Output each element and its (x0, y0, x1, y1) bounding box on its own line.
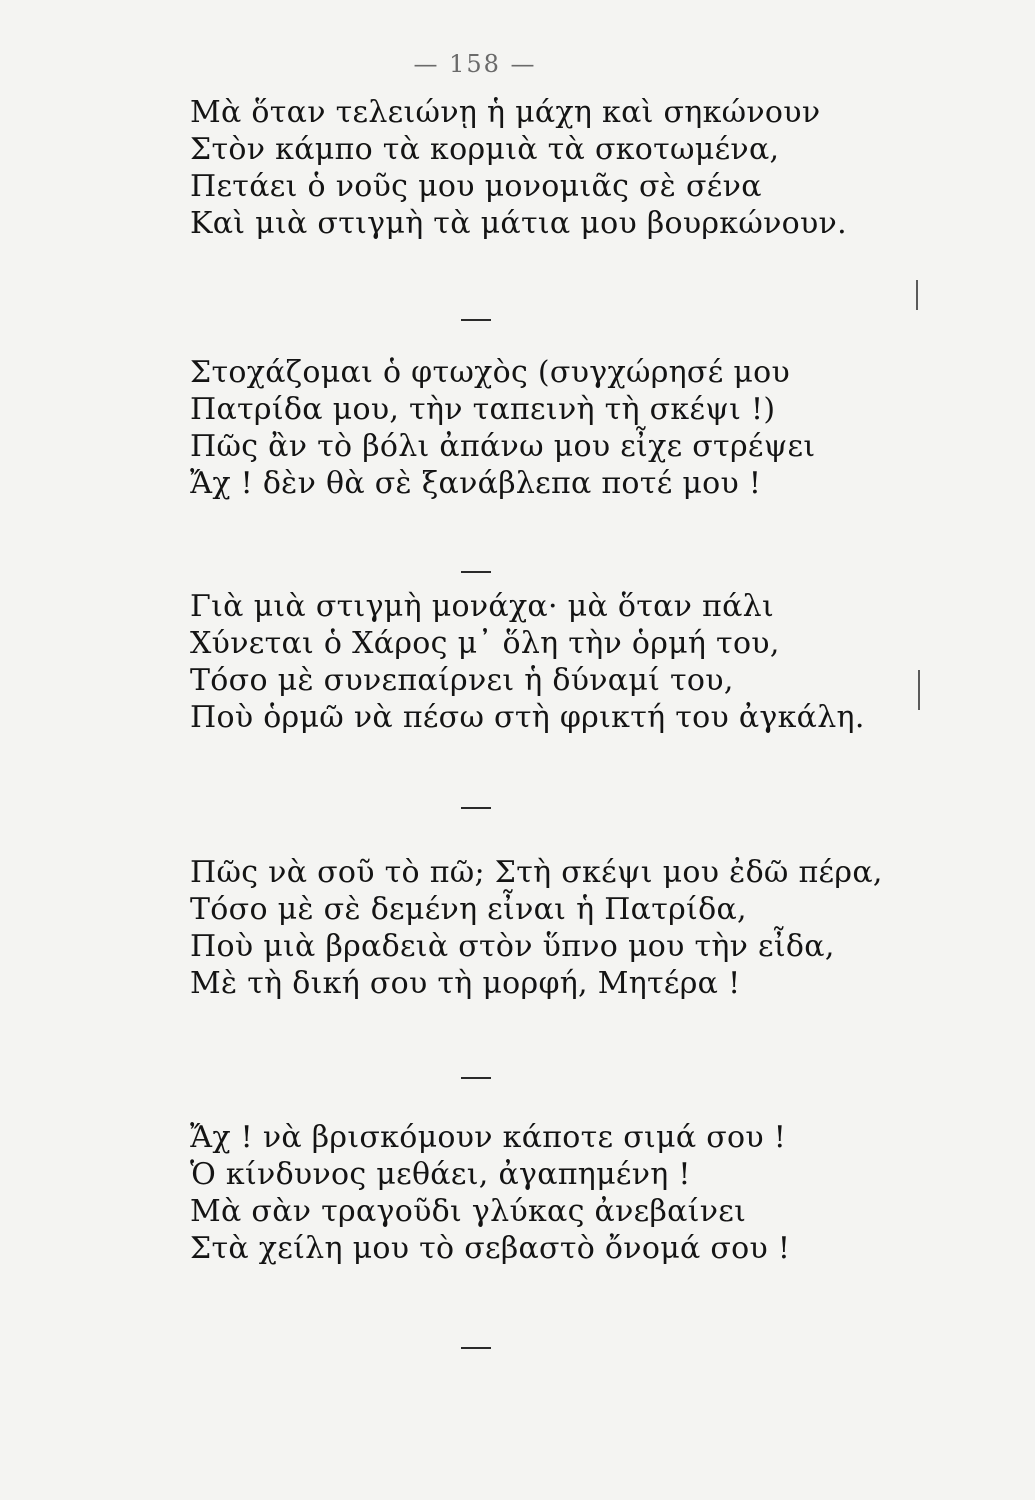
stanza-separator (461, 319, 491, 321)
verse-line: Μὰ σὰν τραγοῦδι γλύκας ἀνεβαίνει (190, 1194, 747, 1229)
verse-line: Ἄχ ! δὲν θὰ σὲ ξανάβλεπα ποτέ μου ! (190, 466, 762, 501)
stanza-separator (461, 1347, 491, 1349)
verse-line: Ὁ κίνδυνος μεθάει, ἀγαπημένη ! (190, 1157, 691, 1192)
verse-line: Πετάει ὁ νοῦς μου μονομιᾶς σὲ σένα (190, 169, 762, 204)
verse-line: Στὸν κάμπο τὰ κορμιὰ τὰ σκοτωμένα, (190, 132, 780, 167)
verse-line: Ποὺ ὁρμῶ νὰ πέσω στὴ φρικτή του ἀγκάλη. (190, 700, 865, 735)
stanza-4 (190, 854, 910, 1002)
stanza-1 (190, 94, 910, 242)
scan-edge-mark (916, 280, 918, 310)
scan-edge-mark (918, 670, 920, 710)
stanza-separator (461, 571, 491, 573)
stanza-3 (190, 588, 910, 736)
stanza-separator (461, 807, 491, 809)
verse-line: Στὰ χείλη μου τὸ σεβαστὸ ὄνομά σου ! (190, 1231, 791, 1266)
verse-line: Γιὰ μιὰ στιγμὴ μονάχα· μὰ ὅταν πάλι (190, 589, 775, 624)
verse-line: Τόσο μὲ συνεπαίρνει ἡ δύναμί του, (190, 663, 734, 698)
verse-line: Πῶς ἂν τὸ βόλι ἀπάνω μου εἶχε στρέψει (190, 429, 816, 464)
verse-line: Χύνεται ὁ Χάρος μ᾽ ὅλη τὴν ὁρμή του, (190, 626, 780, 661)
verse-line: Ποὺ μιὰ βραδειὰ στὸν ὕπνο μου τὴν εἶδα, (190, 929, 835, 964)
verse-line: Ἄχ ! νὰ βρισκόμουν κάποτε σιμά σου ! (190, 1120, 787, 1155)
verse-line: Στοχάζομαι ὁ φτωχὸς (συγχώρησέ μου (190, 355, 791, 390)
stanza-5 (190, 1119, 910, 1267)
stanza-separator (461, 1077, 491, 1079)
page-number: — 158 — (413, 50, 537, 78)
verse-line: Τόσο μὲ σὲ δεμένη εἶναι ἡ Πατρίδα, (190, 892, 747, 927)
stanza-2 (190, 354, 910, 502)
verse-line: Μὰ ὅταν τελειώνῃ ἡ μάχη καὶ σηκώνουν (190, 95, 821, 130)
verse-line: Μὲ τὴ δική σου τὴ μορφή, Μητέρα ! (190, 966, 741, 1001)
verse-line: Πῶς νὰ σοῦ τὸ πῶ; Στὴ σκέψι μου ἐδῶ πέρα, (190, 855, 883, 890)
verse-line: Πατρίδα μου, τὴν ταπεινὴ τὴ σκέψι !) (190, 392, 776, 427)
verse-line: Καὶ μιὰ στιγμὴ τὰ μάτια μου βουρκώνουν. (190, 206, 847, 241)
